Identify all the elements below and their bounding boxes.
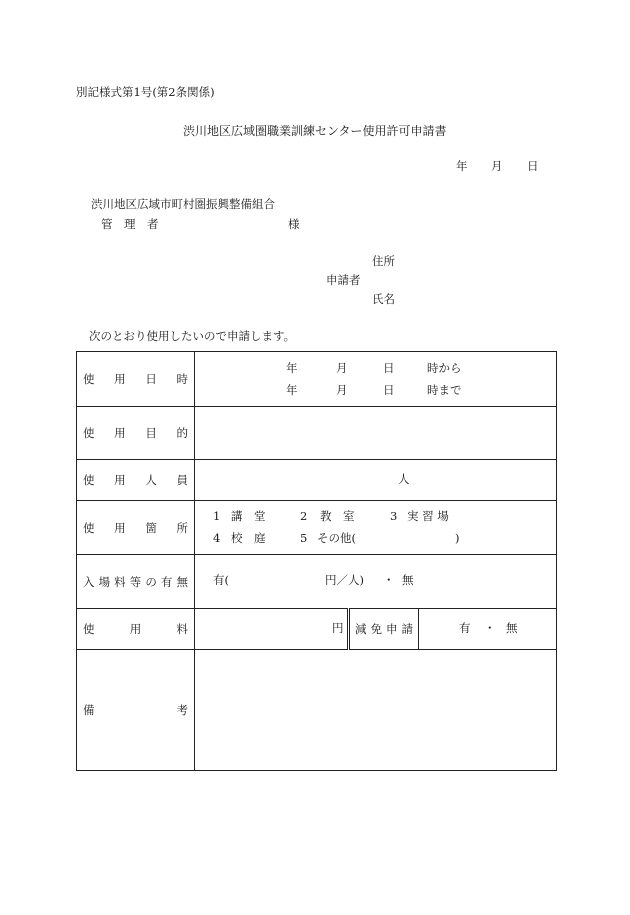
remarks-field[interactable] xyxy=(195,650,557,771)
people-unit: 人 xyxy=(398,472,410,486)
location-option-num: 5 xyxy=(300,531,308,545)
to-year: 年 xyxy=(286,383,298,397)
addressee-role: 管 理 者 xyxy=(101,217,159,231)
to-day: 日 xyxy=(383,383,395,397)
admission-fee-yes[interactable]: 有( xyxy=(213,573,229,587)
admission-fee-no[interactable]: 無 xyxy=(402,573,414,587)
label-usage-location: 使 用 箇 所 xyxy=(77,501,195,555)
location-option-num: 3 xyxy=(390,509,398,523)
row-usage-people xyxy=(77,460,557,501)
usage-purpose-field[interactable] xyxy=(195,407,557,460)
location-other-close-paren: ) xyxy=(455,531,460,545)
applicant-label: 申請者 xyxy=(326,273,361,287)
intro-text: 次のとおり使用したいので申請します。 xyxy=(89,329,296,343)
row-usage-datetime xyxy=(77,352,557,407)
location-option-num: 2 xyxy=(300,509,308,523)
label-fee-reduction: 減 免 申 請 xyxy=(349,609,419,650)
fee-reduction-field[interactable] xyxy=(419,609,557,650)
label-usage-fee: 使 用 料 xyxy=(77,609,195,650)
label-usage-people: 使 用 人 員 xyxy=(77,460,195,501)
date-year-label: 年 xyxy=(456,159,468,173)
row-usage-purpose xyxy=(77,407,557,460)
from-year: 年 xyxy=(286,361,298,375)
row-usage-location xyxy=(77,501,557,555)
row-admission-fee xyxy=(77,555,557,609)
row-remarks xyxy=(77,650,557,771)
location-option-num: 4 xyxy=(213,531,221,545)
form-number: 別記様式第1号(第2条関係) xyxy=(76,85,215,99)
from-day: 日 xyxy=(383,361,395,375)
location-option-other[interactable]: その他( xyxy=(317,531,356,545)
location-option-workshop[interactable]: 実 習 場 xyxy=(407,509,449,523)
usage-people-field[interactable] xyxy=(195,460,557,501)
addressee-organization: 渋川地区広域市町村圏振興整備組合 xyxy=(91,197,275,211)
from-month: 月 xyxy=(336,361,348,375)
admission-fee-dot: ・ xyxy=(383,573,395,587)
usage-fee-field[interactable] xyxy=(195,609,349,650)
label-usage-datetime xyxy=(77,352,195,407)
label-remarks: 備 考 xyxy=(77,650,195,771)
label-usage-purpose: 使 用 目 的 xyxy=(77,407,195,460)
usage-fee-yen: 円 xyxy=(332,621,344,635)
applicant-name-label: 氏名 xyxy=(372,292,395,306)
label-spread: 使 用 日 時 xyxy=(83,372,188,386)
to-suffix: 時まで xyxy=(427,383,462,397)
admission-fee-field[interactable] xyxy=(195,555,557,609)
date-day-label: 日 xyxy=(527,159,539,173)
addressee-honorific: 様 xyxy=(288,217,300,231)
application-form-table xyxy=(76,351,557,771)
date-month-label: 月 xyxy=(491,159,503,173)
fee-reduction-yes[interactable]: 有 xyxy=(459,621,471,635)
usage-location-field[interactable] xyxy=(195,501,557,555)
row-usage-fee xyxy=(77,609,557,650)
to-month: 月 xyxy=(336,383,348,397)
fee-reduction-dot: ・ xyxy=(484,621,496,635)
location-option-num: 1 xyxy=(213,509,221,523)
admission-fee-unit: 円／人) xyxy=(325,573,364,587)
fee-reduction-no[interactable]: 無 xyxy=(506,621,518,635)
usage-datetime-field[interactable] xyxy=(195,352,557,407)
label-admission-fee: 入 場 料 等 の 有 無 xyxy=(77,555,195,609)
location-option-schoolyard[interactable]: 校 庭 xyxy=(231,531,266,545)
location-option-classroom[interactable]: 教 室 xyxy=(320,509,355,523)
location-option-lecture-hall[interactable]: 講 堂 xyxy=(231,509,266,523)
document-title: 渋川地区広域圏職業訓練センター使用許可申請書 xyxy=(183,124,447,138)
from-suffix: 時から xyxy=(427,361,462,375)
applicant-address-label: 住所 xyxy=(372,254,395,268)
